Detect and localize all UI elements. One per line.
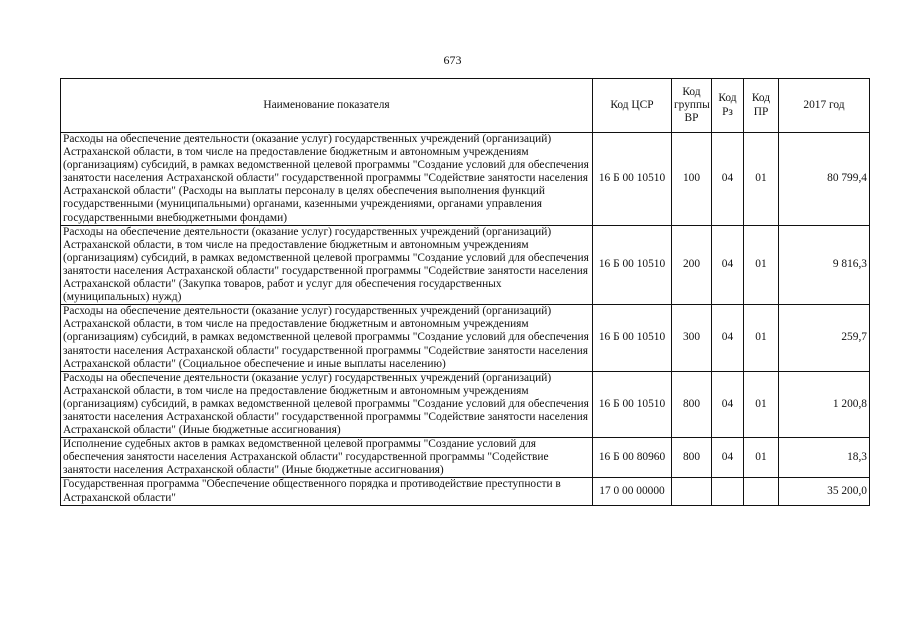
row-vr: 800	[672, 371, 712, 437]
table-row	[61, 371, 870, 437]
table-header-row	[61, 79, 870, 133]
row-vr: 100	[672, 133, 712, 226]
header-vr: Код группы ВР	[672, 79, 712, 133]
row-csr: 16 Б 00 80960	[593, 438, 672, 478]
row-sum: 9 816,3	[779, 225, 870, 305]
table-row	[61, 225, 870, 305]
header-year: 2017 год	[779, 79, 870, 133]
row-rz: 04	[712, 305, 744, 371]
row-rz: 04	[712, 371, 744, 437]
header-rz: Код Рз	[712, 79, 744, 133]
table-row	[61, 305, 870, 371]
row-sum: 18,3	[779, 438, 870, 478]
row-name: Расходы на обеспечение деятельности (оказание услуг) государственных учреждений (организаций) Астраханской области, в том числе на предоставление бюджетным и автономным учреждениям (организациям) субсидий, в рамках ведомственной целевой программы "Создание условий для обеспечения занятости населения Астраханской области" государственной программы "Содействие занятости населения Астраханской области" (Закупка товаров, работ и услуг для обеспечения государственных (муниципальных) нужд)	[61, 225, 593, 305]
budget-table	[60, 78, 870, 506]
header-name: Наименование показателя	[61, 79, 593, 133]
row-sum: 80 799,4	[779, 133, 870, 226]
header-csr: Код ЦСР	[593, 79, 672, 133]
row-rz: 04	[712, 438, 744, 478]
row-csr: 16 Б 00 10510	[593, 133, 672, 226]
row-name: Расходы на обеспечение деятельности (оказание услуг) государственных учреждений (организаций) Астраханской области, в том числе на предоставление бюджетным и автономным учреждениям (организациям) субсидий, в рамках ведомственной целевой программы "Создание условий для обеспечения занятости населения Астраханской области" государственной программы "Содействие занятости населения Астраханской области" (Расходы на выплаты персоналу в целях обеспечения выполнения функций государственными (муниципальными) органами, казенными учреждениями, органами управления государственными внебюджетными фондами)	[61, 133, 593, 226]
row-sum: 35 200,0	[779, 478, 870, 505]
row-vr	[672, 478, 712, 505]
row-name: Государственная программа "Обеспечение общественного порядка и противодействие преступности в Астраханской области"	[61, 478, 593, 505]
page-number: 673	[443, 53, 462, 67]
row-rz	[712, 478, 744, 505]
table-row	[61, 133, 870, 226]
row-csr: 17 0 00 00000	[593, 478, 672, 505]
row-vr: 200	[672, 225, 712, 305]
header-pr: Код ПР	[744, 79, 779, 133]
row-pr: 01	[744, 438, 779, 478]
row-rz: 04	[712, 225, 744, 305]
row-csr: 16 Б 00 10510	[593, 305, 672, 371]
row-rz: 04	[712, 133, 744, 226]
row-pr	[744, 478, 779, 505]
row-csr: 16 Б 00 10510	[593, 371, 672, 437]
row-pr: 01	[744, 371, 779, 437]
row-name: Расходы на обеспечение деятельности (оказание услуг) государственных учреждений (организаций) Астраханской области, в том числе на предоставление бюджетным и автономным учреждениям (организациям) субсидий, в рамках ведомственной целевой программы "Создание условий для обеспечения занятости населения Астраханской области" государственной программы "Содействие занятости населения Астраханской области" (Социальное обеспечение и иные выплаты населению)	[61, 305, 593, 371]
row-vr: 300	[672, 305, 712, 371]
row-pr: 01	[744, 305, 779, 371]
row-name: Расходы на обеспечение деятельности (оказание услуг) государственных учреждений (организаций) Астраханской области, в том числе на предоставление бюджетным и автономным учреждениям (организациям) субсидий, в рамках ведомственной целевой программы "Создание условий для обеспечения занятости населения Астраханской области" государственной программы "Содействие занятости населения Астраханской области" (Иные бюджетные ассигнования)	[61, 371, 593, 437]
table-row	[61, 438, 870, 478]
row-csr: 16 Б 00 10510	[593, 225, 672, 305]
row-pr: 01	[744, 133, 779, 226]
table-row	[61, 478, 870, 505]
row-vr: 800	[672, 438, 712, 478]
row-sum: 1 200,8	[779, 371, 870, 437]
row-name: Исполнение судебных актов в рамках ведомственной целевой программы "Создание условий для обеспечения занятости населения Астраханской области" государственной программы "Содействие занятости населения Астраханской области" (Иные бюджетные ассигнования)	[61, 438, 593, 478]
row-sum: 259,7	[779, 305, 870, 371]
row-pr: 01	[744, 225, 779, 305]
